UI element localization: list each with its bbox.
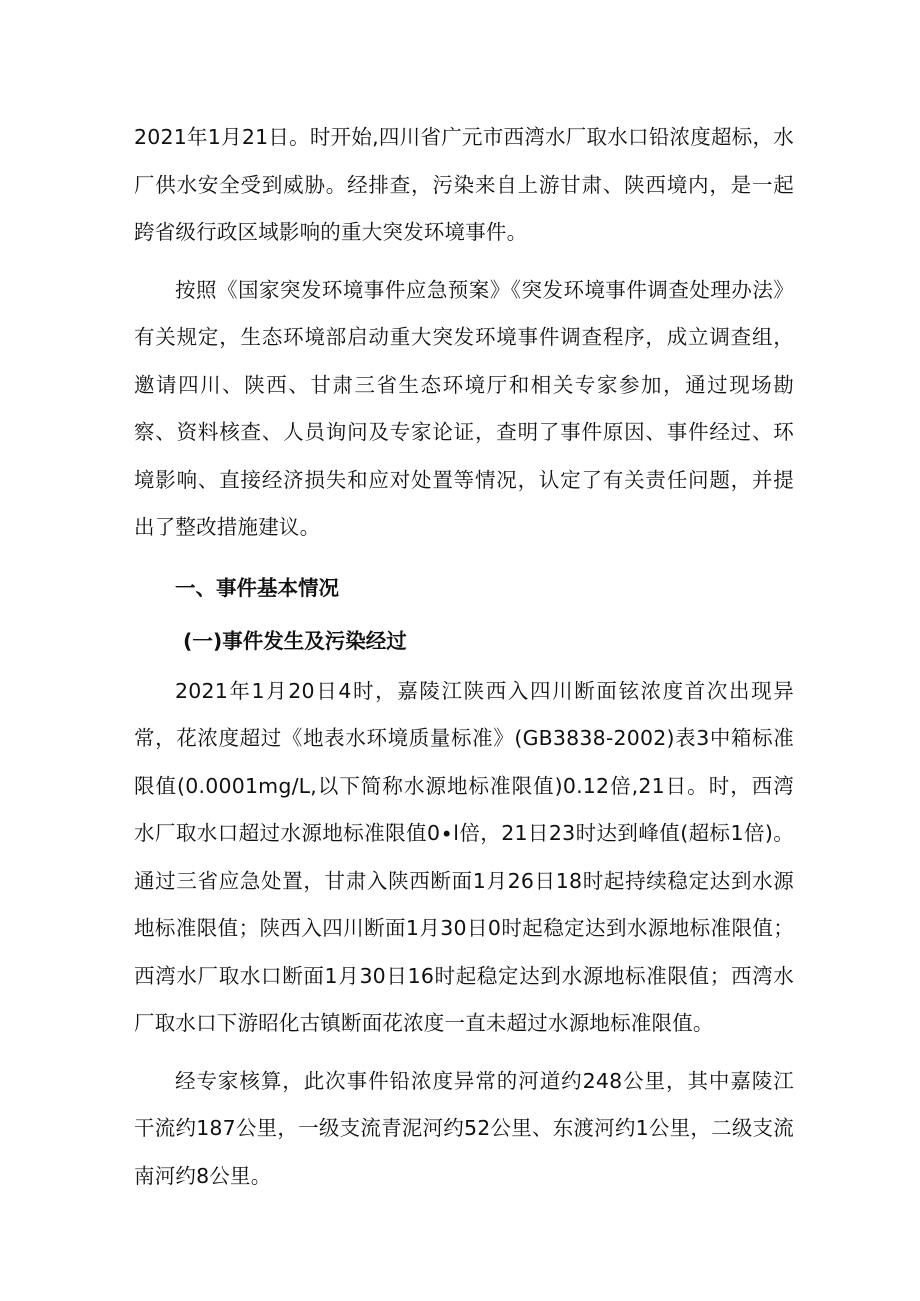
subsection-heading: (一)事件发生及污染经过 xyxy=(183,628,407,653)
section-heading: 一、事件基本情况 xyxy=(175,575,339,600)
document-body xyxy=(134,114,794,1210)
intro-paragraph: 2021年1月21日。时开始,四川省广元市西湾水厂取水口铅浓度超标，水厂供水安全受到威胁。经排查，污染来自上游甘肃、陕西境内，是一起跨省级行政区域影响的重大突发环境事件。 xyxy=(134,125,794,244)
river-length-paragraph: 经专家核算，此次事件铅浓度异常的河道约248公里，其中嘉陵江干流约187公里，一级支流青泥河约52公里、东渡河约1公里，二级支流南河约8公里。 xyxy=(134,1068,794,1188)
timeline-paragraph: 2021年1月20日4时，嘉陵江陕西入四川断面铉浓度首次出现异常，花浓度超过《地表水环境质量标准》(GB3838-2002)表3中箱标准限值(0.0001mg∕L,以下简称水源地标准限值)0.12倍,21日。时，西湾水厂取水口超过水源地标准限值0∙l倍，21日23时达到峰值(超标1倍)。通过三省应急处置，甘肃入陕西断面1月26日18时起持续稳定达到水源地标准限值；陕西入四川断面1月30日0时起稳定达到水源地标准限值；西湾水厂取水口断面1月30日16时起稳定达到水源地标准限值；西湾水厂取水口下游昭化古镇断面花浓度一直未超过水源地标准限值。 xyxy=(134,678,794,1035)
investigation-paragraph: 按照《国家突发环境事件应急预案》《突发环境事件调查处理办法》有关规定，生态环境部启动重大突发环境事件调查程序，成立调查组，邀请四川、陕西、甘肃三省生态环境厅和相关专家参加，通过现场勘察、资料核查、人员询问及专家论证，查明了事件原因、事件经过、环境影响、直接经济损失和应对处置等情况，认定了有关责任问题，并提出了整改措施建议。 xyxy=(134,277,794,539)
